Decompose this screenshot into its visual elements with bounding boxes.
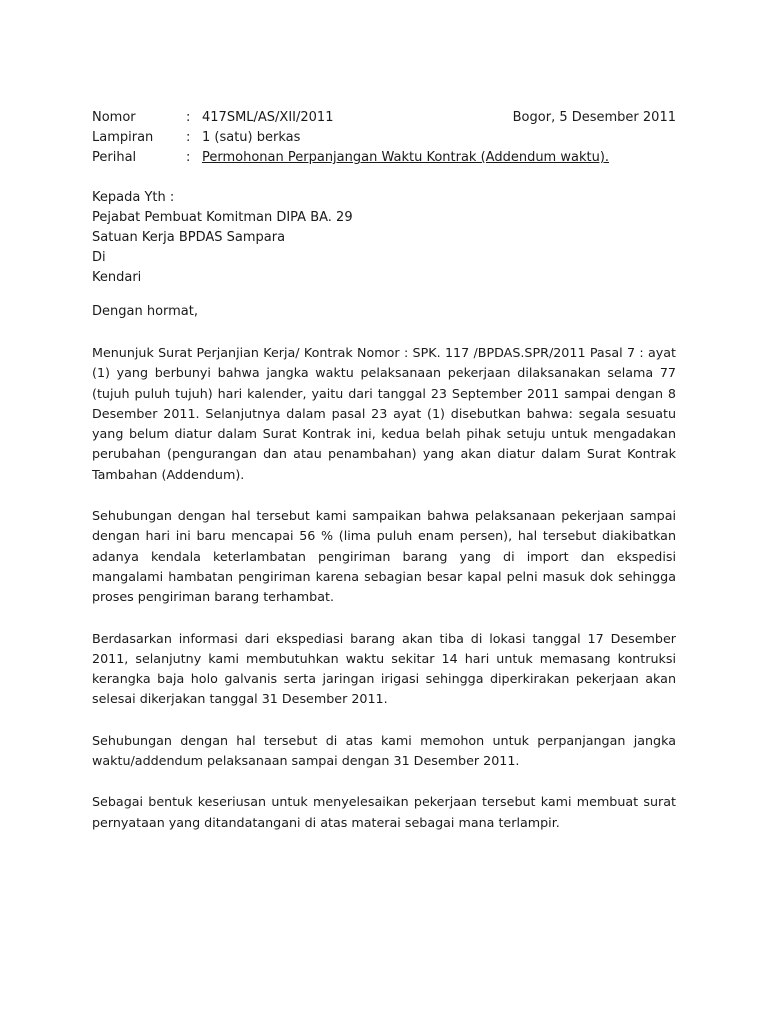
letter-page [92,108,676,833]
body-paragraph: Berdasarkan informasi dari ekspediasi barang akan tiba di lokasi tanggal 17 Desember 2011, selanjutny kami membutuhkan waktu sekitar 14 hari untuk memasang kontruksi kerangka baja holo galvanis serta jaringan irigasi sehingga diperkirakan pekerjaan akan selesai dikerjakan tanggal 31 Desember 2011. [92,630,676,707]
lampiran-label: Lampiran [92,130,154,145]
nomor-colon: : [186,110,191,125]
nomor-value: 417SML/AS/XII/2011 [202,110,334,125]
lampiran-row [92,128,676,148]
perihal-label: Perihal [92,150,137,165]
salutation: Dengan hormat, [92,304,199,319]
perihal-row [92,148,676,168]
lampiran-value: 1 (satu) berkas [202,130,301,145]
place-date: Bogor, 5 Desember 2011 [512,110,676,125]
addressee-line: Kepada Yth : [92,190,175,205]
addressee-line: Pejabat Pembuat Komitman DIPA BA. 29 [92,210,353,225]
addressee-line: Satuan Kerja BPDAS Sampara [92,230,286,245]
perihal-colon: : [186,150,191,165]
lampiran-colon: : [186,130,191,145]
body-paragraph: Menunjuk Surat Perjanjian Kerja/ Kontrak Nomor : SPK. 117 /BPDAS.SPR/2011 Pasal 7 : ayat (1) yang berbunyi bahwa jangka waktu pelaksanaan pekerjaan dilaksanakan selama 77 (tujuh puluh tujuh) hari kalender, yaitu dari tanggal 23 September 2011 sampai dengan 8 Desember 2011. Selanjutnya dalam pasal 23 ayat (1) disebutkan bahwa: segala sesuatu yang belum diatur dalam Surat Kontrak ini, kedua belah pihak setuju untuk mengadakan perubahan (pengurangan dan atau penambahan) yang akan diatur dalam Surat Kontrak Tambahan (Addendum). [92,345,676,482]
body-paragraph: Sehubungan dengan hal tersebut di atas kami memohon untuk perpanjangan jangka waktu/addendum pelaksanaan sampai dengan 31 Desember 2011. [92,732,676,769]
addressee-line: Kendari [92,270,142,285]
body-paragraph: Sehubungan dengan hal tersebut kami sampaikan bahwa pelaksanaan pekerjaan sampai dengan hari ini baru mencapai 56 % (lima puluh enam persen), hal tersebut diakibatkan adanya kendala keterlambatan pengiriman barang yang di import dan ekspedisi mangalami hambatan pengiriman karena sebagian besar kapal pelni masuk dok sehingga proses pengiriman barang terhambat. [92,508,676,605]
body-paragraph: Sebagai bentuk keseriusan untuk menyelesaikan pekerjaan tersebut kami membuat surat pernyataan yang ditandatangani di atas materai sebagai mana terlampir. [92,794,676,830]
nomor-label: Nomor [92,110,136,125]
perihal-value: Permohonan Perpanjangan Waktu Kontrak (Addendum waktu). [202,150,610,165]
addressee-block [92,188,676,288]
addressee-line: Di [92,250,106,265]
nomor-row [92,108,676,128]
